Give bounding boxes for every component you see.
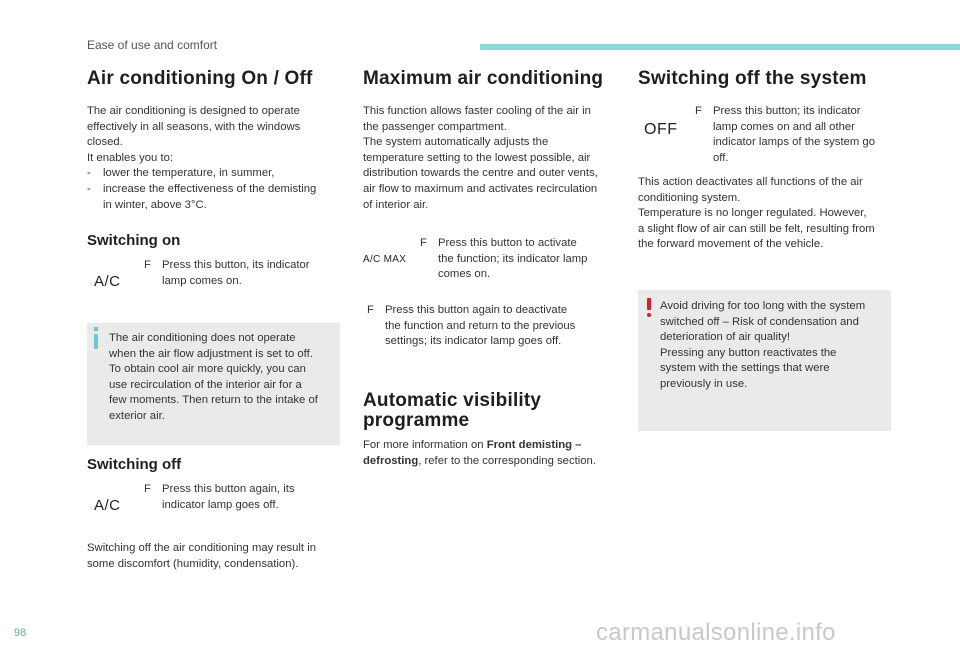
- text-part: For more information on: [363, 439, 487, 451]
- title-line: programme: [363, 410, 470, 431]
- list-item-text: [103, 182, 316, 213]
- intro-line: It enables you to:: [87, 151, 174, 164]
- step-line: Press this button again to deactivate: [385, 304, 568, 316]
- step-line: the function and return to the previous: [385, 319, 576, 332]
- body-line: Temperature is no longer regulated. However,: [638, 207, 867, 220]
- step-line: lamp comes on.: [162, 274, 242, 287]
- dash-marker: -: [87, 167, 91, 180]
- note-line: some discomfort (humidity, condensation).: [87, 557, 299, 570]
- off-body: [638, 175, 900, 253]
- cross-reference: defrosting: [363, 454, 419, 467]
- off-step: [695, 104, 895, 166]
- list-item-line: increase the effectiveness of the demisting: [103, 182, 317, 195]
- step-text: [385, 303, 575, 350]
- step-marker: F: [367, 304, 374, 316]
- warning-line: Avoid driving for too long with the system: [660, 300, 866, 312]
- header-accent-bar: [480, 44, 960, 50]
- off-button-icon: OFF: [644, 121, 678, 138]
- list-item-line: in winter, above 3°C.: [103, 198, 207, 211]
- list-item: [87, 182, 342, 213]
- switching-off-note: [87, 541, 347, 572]
- warning-line: switched off – Risk of condensation and: [660, 315, 859, 328]
- step-line: Press this button to activate: [438, 237, 577, 249]
- intro-line: temperature setting to the lowest possible, air: [363, 151, 591, 164]
- step-text: [162, 482, 295, 513]
- step-line: indicator lamps of the system go: [713, 136, 875, 149]
- ac-button-icon: A/C: [94, 273, 121, 290]
- info-icon: [94, 334, 98, 349]
- intro-line: This function allows faster cooling of the air in: [363, 105, 591, 117]
- step-marker: F: [695, 105, 702, 117]
- max-ac-activate-step: [420, 236, 610, 283]
- dash-marker: -: [87, 182, 91, 195]
- step-line: the function; its indicator lamp: [438, 252, 588, 265]
- auto-visibility-text: [363, 438, 623, 469]
- watermark: carmanualsonline.info: [596, 619, 836, 646]
- page-number: 98: [14, 627, 27, 639]
- heading-switching-off: Switching off: [87, 456, 182, 473]
- max-ac-intro: [363, 104, 618, 213]
- step-text: [162, 258, 310, 289]
- intro-line: the passenger compartment.: [363, 120, 507, 133]
- intro-line: The air conditioning is designed to operate: [87, 105, 300, 117]
- body-line: a slight flow of air can still be felt, resulting from: [638, 222, 875, 235]
- step-line: comes on.: [438, 268, 491, 281]
- step-marker: F: [144, 483, 151, 495]
- warning-line: Pressing any button reactivates the: [660, 346, 837, 359]
- intro-line: air flow to maximum and activates recirculation: [363, 182, 598, 195]
- body-line: This action deactivates all functions of the air: [638, 176, 863, 188]
- warning-box: [638, 290, 891, 431]
- intro-line: of interior air.: [363, 198, 429, 211]
- step-marker: F: [420, 237, 427, 249]
- warning-line: deterioration of air quality!: [660, 331, 790, 344]
- warning-icon-dot: [647, 313, 651, 317]
- title-auto-visibility: [363, 391, 541, 431]
- step-line: Press this button again, its: [162, 483, 295, 495]
- list-item-text: lower the temperature, in summer,: [103, 167, 275, 180]
- switching-off-step: [144, 482, 334, 513]
- cross-reference: Front demisting –: [486, 439, 582, 451]
- step-line: settings; its indicator lamp goes off.: [385, 335, 562, 348]
- step-line: Press this button, its indicator: [162, 259, 310, 271]
- info-box-text: [109, 331, 337, 425]
- info-line: use recirculation of the interior air for a: [109, 378, 302, 391]
- body-line: the forward movement of the vehicle.: [638, 238, 824, 251]
- step-line: Press this button; its indicator: [713, 105, 861, 117]
- info-line: The air conditioning does not operate: [109, 332, 296, 344]
- warning-icon: [647, 298, 651, 310]
- info-icon-dot: [94, 327, 98, 331]
- list-item: [87, 166, 342, 182]
- intro-line: distribution towards the centre and outer vents,: [363, 167, 598, 180]
- step-text: [713, 104, 875, 166]
- step-marker: F: [144, 259, 151, 271]
- section-header: Ease of use and comfort: [87, 38, 218, 52]
- warning-line: system with the settings that were: [660, 362, 830, 375]
- step-line: off.: [713, 151, 729, 164]
- step-text: [438, 236, 587, 283]
- intro-line: The system automatically adjusts the: [363, 136, 549, 149]
- note-line: Switching off the air conditioning may result in: [87, 542, 316, 554]
- warning-line: previously in use.: [660, 377, 748, 390]
- title-line: Automatic visibility: [363, 390, 542, 411]
- title-max-ac: Maximum air conditioning: [363, 68, 604, 89]
- title-ac-on-off: Air conditioning On / Off: [87, 68, 313, 89]
- switching-on-step: [144, 258, 334, 289]
- info-line: few moments. Then return to the intake of: [109, 394, 318, 407]
- text-part: , refer to the corresponding section.: [418, 454, 596, 467]
- ac-max-button-icon: A/C MAX: [363, 254, 407, 265]
- info-line: exterior air.: [109, 409, 165, 422]
- info-box: [87, 323, 340, 445]
- max-ac-deactivate-step: [367, 303, 612, 350]
- ac-intro: [87, 104, 342, 213]
- info-line: To obtain cool air more quickly, you can: [109, 363, 306, 376]
- heading-switching-on: Switching on: [87, 232, 181, 249]
- body-line: conditioning system.: [638, 191, 741, 204]
- warning-box-text: [660, 299, 888, 393]
- title-switching-off-system: Switching off the system: [638, 68, 867, 89]
- step-line: indicator lamp goes off.: [162, 498, 279, 511]
- intro-line: closed.: [87, 136, 123, 149]
- info-line: when the air flow adjustment is set to off.: [109, 347, 313, 360]
- intro-line: effectively in all seasons, with the windows: [87, 120, 301, 133]
- step-line: lamp comes on and all other: [713, 120, 855, 133]
- ac-button-icon: A/C: [94, 497, 121, 514]
